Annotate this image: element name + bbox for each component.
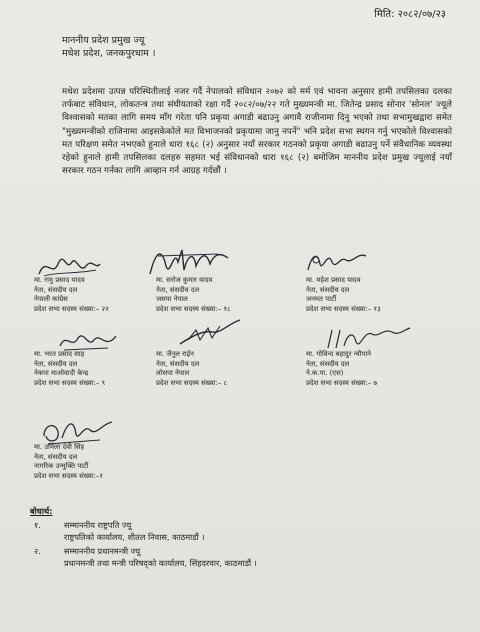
signatory-3 — [306, 276, 381, 314]
cc-item-1 — [30, 519, 257, 543]
signatory-5-party: लोसपा नेपाल — [156, 369, 190, 378]
signatory-3-members: प्रदेश सभा सदस्य संख्या:– १३ — [306, 304, 381, 313]
signatory-4-party: नेकपा माओवादी केन्द्र — [34, 369, 89, 378]
signatory-5-name: मा. जैनुल राईन — [156, 350, 194, 358]
signatory-3-name: मा. महेश प्रसाद यादव — [306, 276, 361, 284]
signatory-2 — [156, 276, 231, 314]
signatory-2-role: नेता, संसदीय दल — [156, 285, 200, 294]
signatory-7-party: नागरिक उन्मुक्ति पार्टी — [34, 462, 89, 471]
addressee-line1: माननीय प्रदेश प्रमुख ज्यू — [62, 35, 145, 46]
signatory-1-party: नेपाली कांग्रेस — [34, 295, 68, 304]
signatory-5-members: प्रदेश सभा सदस्य संख्या:– ८ — [156, 378, 228, 387]
cc-item-2 — [30, 545, 257, 569]
signatory-2-members: प्रदेश सभा सदस्य संख्या:– १८ — [156, 304, 231, 313]
signatory-1-role: नेता, संसदीय दल — [34, 285, 78, 294]
cc-item-2-line2: प्रधानमन्त्री तथा मन्त्री परिषद्को कार्यालय, सिंहदरवार, काठमाडौं । — [64, 558, 257, 568]
letter-body: मधेश प्रदेशमा उत्पन्न परिस्थितीलाई नजर गर्दै नेपालको संविधान २०७२ को मर्म एवं भावना अनुसार हामी तपसिलका दलका तर्फबाट संविधान, लोकतन्त्र तथा संघीयताको रक्षा गर्दै २०८२/०७/२२ गते मुख्यमन्त्री मा. जितेन्द्र प्रसाद सोनार 'सोनल' ज्यूले विश्वासको मतका लागि समय माँग गरेता पनि प्रकृया अगाडी बढाउनु अगावै राजीनामा दिनु भएको तथा सभामुखद्वारा समेत "मुख्यमन्त्रीको राजिनामा आइसकेकोले मत विभाजनको प्रकृयामा जानु नपर्ने" भनि प्रदेश सभा स्थगन गर्नु भएकोले विश्वासको मत परिक्षण समेत नभएको हुनाले धारा १६८ (२) अनुसार नयाँ सरकार गठनको प्रकृया अगाडी बढाउनु पर्ने संवैधानिक व्यवस्था रहेको हुनाले हामी तपसिलका दलहरु सहमत भई संविधानको धारा १६८ (२) बमोजिम माननीय प्रदेश प्रमुख ज्यूलाई नयाँ सरकार गठन गर्नका लागि आव्हान गर्न आग्रह गर्दछौं । — [62, 87, 452, 177]
signatory-7-name: मा. उर्मिला देवी सिंह — [34, 443, 85, 451]
letter-date: मिति: २०८२/०७/२३ — [374, 9, 446, 20]
signatory-6 — [306, 350, 377, 388]
signature-mark-6 — [326, 324, 412, 352]
signatory-5-role: नेता, संसदीय दल — [156, 359, 200, 368]
signatory-7 — [34, 443, 103, 481]
signatory-2-name: मा. सरोज कुमार यादव — [156, 276, 213, 284]
signatory-4-name: मा. भरत प्रसाद साह — [34, 350, 85, 358]
signatory-5 — [156, 350, 227, 388]
signatory-6-party: ने.क.पा. (एस) — [306, 369, 344, 378]
cc-item-2-line1: सम्माननीय प्रधानमन्त्री ज्यू — [64, 546, 141, 556]
signatory-1-name: मा. रामु प्रसाद यादव — [34, 276, 85, 284]
signatory-1-members: प्रदेश सभा सदस्य संख्या:– २२ — [34, 304, 109, 313]
signatory-6-role: नेता, संसदीय दल — [306, 359, 350, 368]
signatory-4 — [34, 350, 105, 388]
signatory-1 — [34, 276, 109, 314]
signature-mark-3 — [306, 246, 370, 276]
addressee-line2: मधेश प्रदेश, जनकपुरधाम । — [62, 48, 156, 59]
signatory-2-party: जसपा नेपाल — [156, 295, 188, 304]
signatory-4-role: नेता, संसदीय दल — [34, 359, 78, 368]
addressee-block — [62, 34, 155, 60]
signatory-4-members: प्रदेश सभा सदस्य संख्या:– ९ — [34, 378, 106, 387]
cc-item-1-line2: राष्ट्रपतिको कार्यालय, शीतल निवास, काठमाडौं । — [64, 532, 205, 542]
signatory-3-role: नेता, संसदीय दल — [306, 285, 350, 294]
cc-title: बोधार्थ: — [30, 506, 53, 516]
signatory-3-party: जनमत पार्टी — [306, 295, 337, 304]
signatory-7-members: प्रदेश सभा सदस्य संख्या:–१ — [34, 471, 103, 480]
cc-block — [30, 505, 257, 569]
signature-mark-5 — [178, 316, 244, 350]
cc-item-1-line1: सम्माननीय राष्ट्रपति ज्यू — [64, 520, 132, 530]
signatory-6-name: मा. गोविन्द बहादुर न्यौपाने — [306, 350, 371, 358]
cc-item-2-number: २. — [34, 546, 41, 556]
signatory-7-role: नेता, संसदीय दल — [34, 452, 78, 461]
signature-mark-2 — [148, 244, 232, 280]
cc-item-1-number: १. — [34, 520, 41, 530]
signatory-6-members: प्रदेश सभा सदस्य संख्या:– ७ — [306, 378, 378, 387]
